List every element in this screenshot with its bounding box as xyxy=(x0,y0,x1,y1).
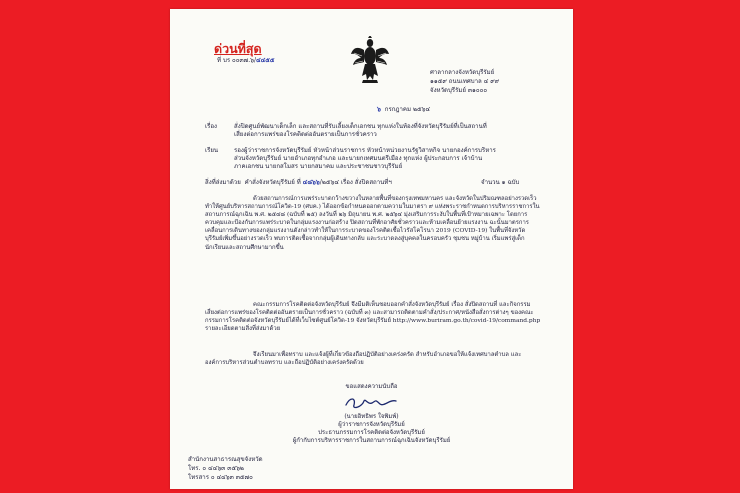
letter-date xyxy=(377,106,430,114)
office-fax: โทรสาร ๐ ๔๔๖๓ ๓๕๗๐ xyxy=(188,474,253,481)
enclosure-label: สิ่งที่ส่งมาด้วย xyxy=(205,179,241,186)
body-paragraph: จึงเรียนมาเพื่อทราบ และแจ้งผู้ที่เกี่ยวข้องถือปฏิบัติอย่างเคร่งครัด สำหรับอำเภอขอให้แจ้งเทศบาลตำบล และองค์การบริหารส่วนตำบลทราบ และถือปฏิบัติอย่างเคร่งครัดด้วย xyxy=(205,352,522,367)
recipient-text: รองผู้ว่าราชการจังหวัดบุรีรัมย์ หัวหน้าส่วนราชการ หัวหน้าหน่วยงานรัฐวิสาหกิจ นายกองค์การบริหาร xyxy=(234,147,496,154)
date-month-year: กรกฎาคม ๒๕๖๔ xyxy=(384,106,431,113)
document-number-prefix: ที่ บร ๐๐๓๗.๖/ xyxy=(217,57,257,64)
urgency-stamp: ด่วนที่สุด xyxy=(214,41,262,56)
subject-label: เรื่อง xyxy=(205,123,217,130)
address-line: ศาลากลางจังหวัดบุรีรัมย์ xyxy=(430,69,495,76)
garuda-emblem-icon xyxy=(351,36,389,86)
enclosure-number: ๔๘๖๖ xyxy=(302,179,320,186)
address-line: จังหวัดบุรีรัมย์ ๓๑๐๐๐ xyxy=(430,87,488,94)
enclosure-row xyxy=(205,179,392,187)
recipient-text: ภาคเอกชน นายกสโมสร นายกสมาคม และประชาชนชาวบุรีรัมย์ xyxy=(234,163,403,170)
closing-phrase: ขอแสดงความนับถือ xyxy=(345,383,398,390)
enclosure-suffix: /๒๕๖๔ เรื่อง สั่งปิดสถานที่ฯ xyxy=(319,179,392,186)
signer-title: ผู้ว่าราชการจังหวัดบุรีรัมย์ xyxy=(338,421,405,428)
signer-title: ผู้กำกับการบริหารราชการในสถานการณ์ฉุกเฉินจังหวัดบุรีรัมย์ xyxy=(292,437,451,444)
document-number xyxy=(217,57,275,65)
address-line: ๑๑๕๙ ถนนเทศบาล ๔ ๙๙ xyxy=(430,78,500,85)
body-paragraph: คณะกรรมการโรคติดต่อจังหวัดบุรีรัมย์ จึงมีมติเห็นชอบออกคำสั่งจังหวัดบุรีรัมย์ เรื่อง สั่งปิดสถานที่ และกิจกรรมเสี่ยงต่อการแพร่ของโรคติดต่ออันตรายเป็นการชั่วคราว (ฉบับที่ ๓) และสามารถติดตามคำสั่ง/ประกาศ/หนังสือสั่งการต่างๆ ของคณะกรรมการโรคติดต่อจังหวัดบุรีรัมย์ได้ที่เว็บไซต์ศูนย์โควิด-19 จังหวัดบุรีรัมย์ http://www.buriram.go.th/covid-19/command.php รายละเอียดตามสิ่งที่ส่งมาด้วย xyxy=(205,302,541,333)
date-day: ๖ xyxy=(377,106,381,113)
subject-text: เสี่ยงต่อการแพร่ของโรคติดต่ออันตรายเป็นการชั่วคราว xyxy=(234,131,377,138)
document-number-stamp: ๔๔๕๕ xyxy=(256,57,275,64)
recipient-label: เรียน xyxy=(205,147,219,154)
enclosure-prefix: คำสั่งจังหวัดบุรีรัมย์ ที่ xyxy=(244,179,301,186)
signature-icon xyxy=(342,393,400,411)
signer-title: ประธานกรรมการโรคติดต่อจังหวัดบุรีรัมย์ xyxy=(318,429,425,436)
recipient-text: ส่วนจังหวัดบุรีรัมย์ นายอำเภอทุกอำเภอ และนายกเทศมนตรีเมือง ทุกแห่ง ผู้ประกอบการ เจ้าบ้าน xyxy=(234,155,483,162)
body-paragraph: ด้วยสถานการณ์การแพร่ระบาดกว้างขวางในหลายพื้นที่ของกรุงเทพมหานคร และจังหวัดในปริมณฑลอย่างรวดเร็ว ทำให้ศูนย์บริหารสถานการณ์โควิด-19 (ศบค.) ได้ออกข้อกำหนดออกตามความในมาตรา ๙ แห่งพระราชกำหนดการบริหารราชการในสถานการณ์ฉุกเฉิน พ.ศ. ๒๕๔๘ (ฉบับที่ ๒๕) ลงวันที่ ๒๖ มิถุนายน พ.ศ. ๒๕๖๔ มุ่งเสริมการระงับในพื้นที่เป้าหมายเฉพาะ โดยการควบคุมและป้องกันการแพร่ระบาดในกลุ่มแรงงานก่อสร้าง ปิดสถานที่พักอาศัยชั่วคราวและห้ามเคลื่อนย้ายแรงงาน ฉะนั้นมาตรการเคลื่อนการเดินทางของกลุ่มแรงงานดังกล่าวทำให้ในการระบาดของโรคติดเชื้อไวรัสโคโรนา 2019 (COVID-19) ในพื้นที่จังหวัดบุรีรัมย์เพิ่มขึ้นอย่างรวดเร็ว พบการติดเชื้อจากกลุ่มผู้เดินทางกลับ และระบาดลงสู่บุคคลในครอบครัว ชุมชน หมู่บ้าน เริ่มแพร่สู่เด็ก นักเรียนและสถานศึกษามากขึ้น xyxy=(205,196,540,251)
subject-text: สั่งปิดศูนย์พัฒนาเด็กเล็ก และสถานที่รับเลี้ยงเด็กเอกชน ทุกแห่งในท้องที่จังหวัดบุรีรัมย์ที่เป็นสถานที่ xyxy=(234,123,487,130)
enclosure-count: จำนวน ๑ ฉบับ xyxy=(481,179,520,186)
office-phone: โทร. ๐ ๔๔๖๓ ๓๕๖๒ xyxy=(188,465,244,472)
issuing-office: สำนักงานสาธารณสุขจังหวัด xyxy=(188,456,263,463)
signer-name: (นายอิทธิพร ใจพิมพ์) xyxy=(344,413,399,420)
letter-document xyxy=(170,9,573,489)
